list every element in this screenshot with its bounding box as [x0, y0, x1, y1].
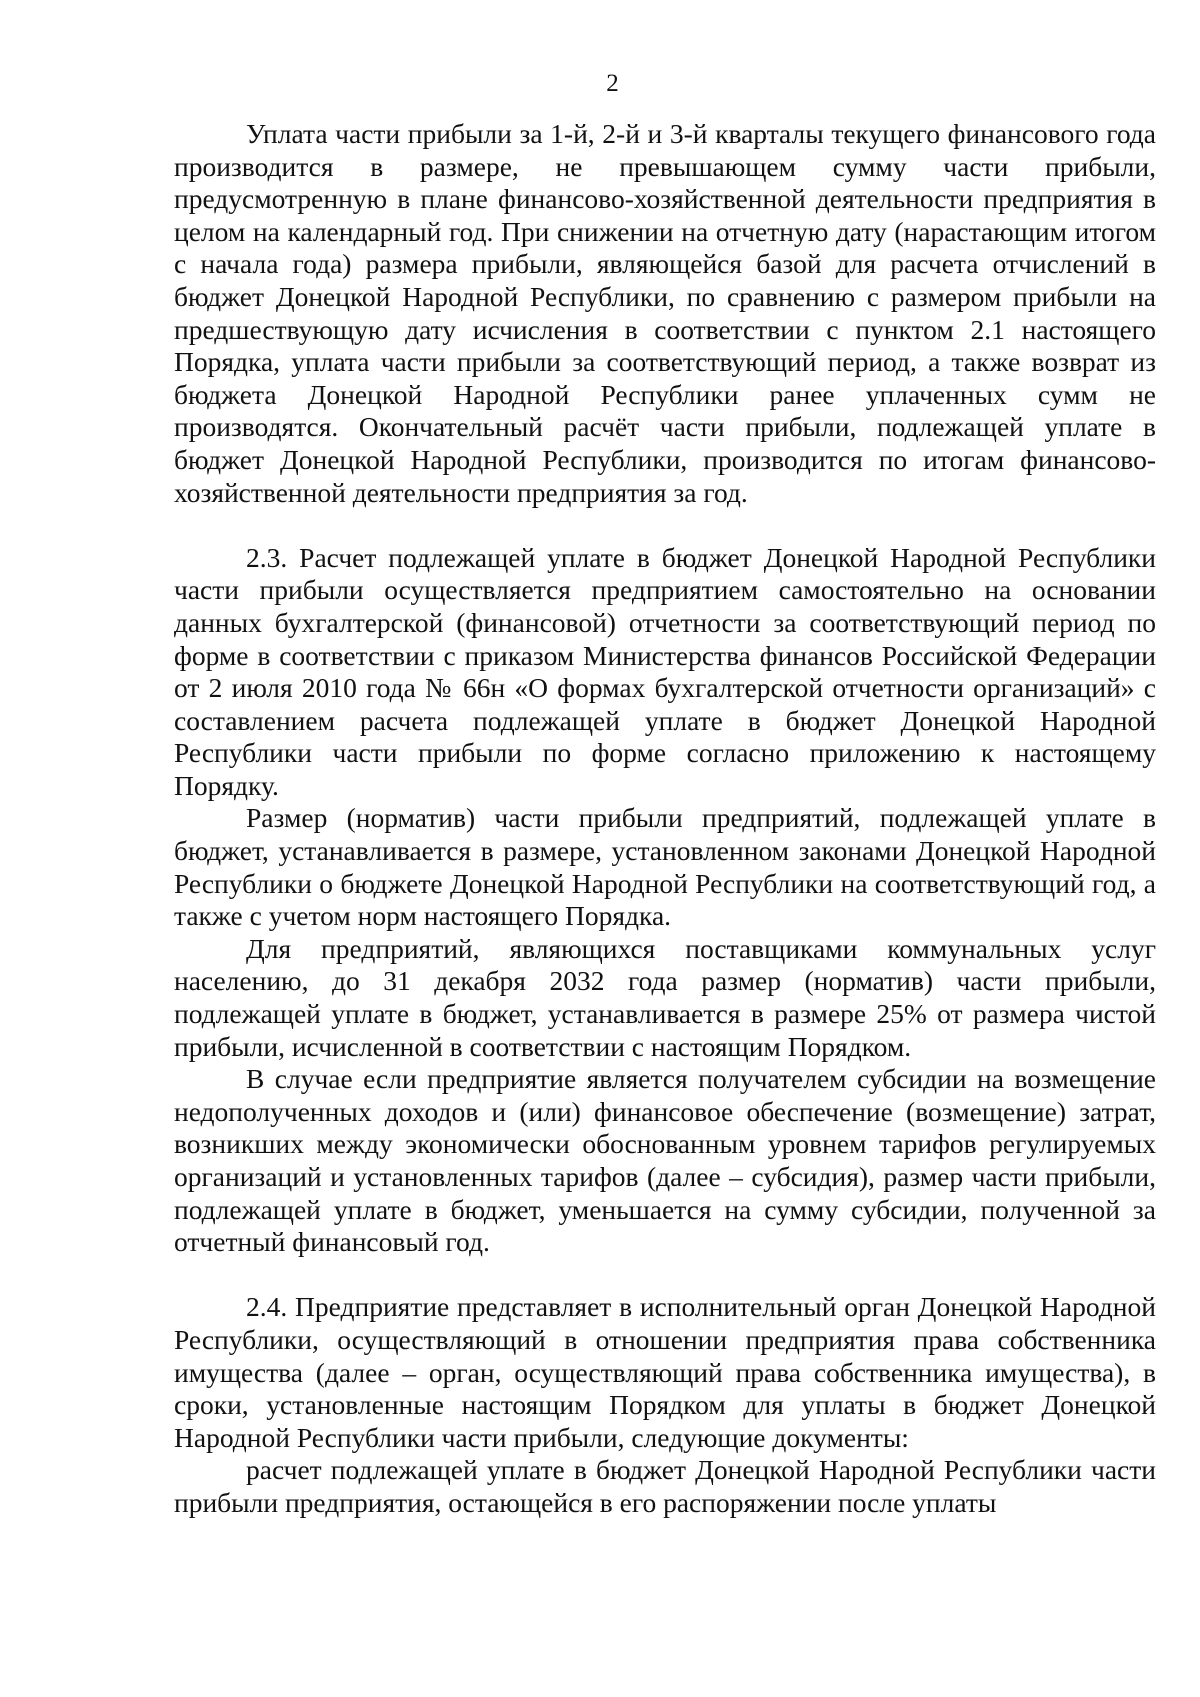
page-number: 2	[606, 70, 619, 97]
paragraph-utility-providers: Для предприятий, являющихся поставщиками коммунальных услуг населению, до 31 декабря 2032 года размер (норматив) части прибыли, подлежащей уплате в бюджет, устанавливается в размере 25% от размера чистой прибыли, исчисленной в соответствии с настоящим Порядком.	[174, 932, 1156, 1062]
paragraph-calculation-document: расчет подлежащей уплате в бюджет Донецкой Народной Республики части прибыли предприятия, остающейся в его распоряжении после уплаты	[174, 1454, 1156, 1518]
paragraph-subsidy: В случае если предприятие является получателем субсидии на возмещение недополученных доходов и (или) финансовое обеспечение (возмещение) затрат, возникших между экономически обоснованным уровнем тарифов регулируемых организаций и установленных тарифов (далее – субсидия), размер части прибыли, подлежащей уплате в бюджет, уменьшается на сумму субсидии, полученной за отчетный финансовый год.	[174, 1063, 1156, 1258]
paragraph-2-3-calculation: 2.3. Расчет подлежащей уплате в бюджет Донецкой Народной Республики части прибыли осуществляется предприятием самостоятельно на основании данных бухгалтерской (финансовой) отчетности за соответствующий период по форме в соответствии с приказом Министерства финансов Российской Федерации от 2 июля 2010 года № 66н «О формах бухгалтерской отчетности организаций» с составлением расчета подлежащей уплате в бюджет Донецкой Народной Республики части прибыли по форме согласно приложению к настоящему Порядку.	[174, 541, 1156, 801]
paragraph-2-4-documents: 2.4. Предприятие представляет в исполнительный орган Донецкой Народной Республики, осуществляющий в отношении предприятия права собственника имущества (далее – орган, осуществляющий права собственника имущества), в сроки, установленные настоящим Порядком для уплаты в бюджет Донецкой Народной Республики части прибыли, следующие документы:	[174, 1291, 1156, 1453]
document-body	[174, 118, 1156, 1520]
paragraph-profit-norm: Размер (норматив) части прибыли предприятий, подлежащей уплате в бюджет, устанавливается в размере, установленном законами Донецкой Народной Республики о бюджете Донецкой Народной Республики на соответствующий год, а также с учетом норм настоящего Порядка.	[174, 802, 1156, 932]
paragraph-profit-payment-quarters: Уплата части прибыли за 1-й, 2-й и 3-й кварталы текущего финансового года производится в размере, не превышающем сумму части прибыли, предусмотренную в плане финансово-хозяйственной деятельности предприятия в целом на календарный год. При снижении на отчетную дату (нарастающим итогом с начала года) размера прибыли, являющейся базой для расчета отчислений в бюджет Донецкой Народной Республики, по сравнению с размером прибыли на предшествующую дату исчисления в соответствии с пунктом 2.1 настоящего Порядка, уплата части прибыли за соответствующий период, а также возврат из бюджета Донецкой Народной Республики ранее уплаченных сумм не производятся. Окончательный расчёт части прибыли, подлежащей уплате в бюджет Донецкой Народной Республики, производится по итогам финансово-хозяйственной деятельности предприятия за год.	[174, 118, 1156, 508]
